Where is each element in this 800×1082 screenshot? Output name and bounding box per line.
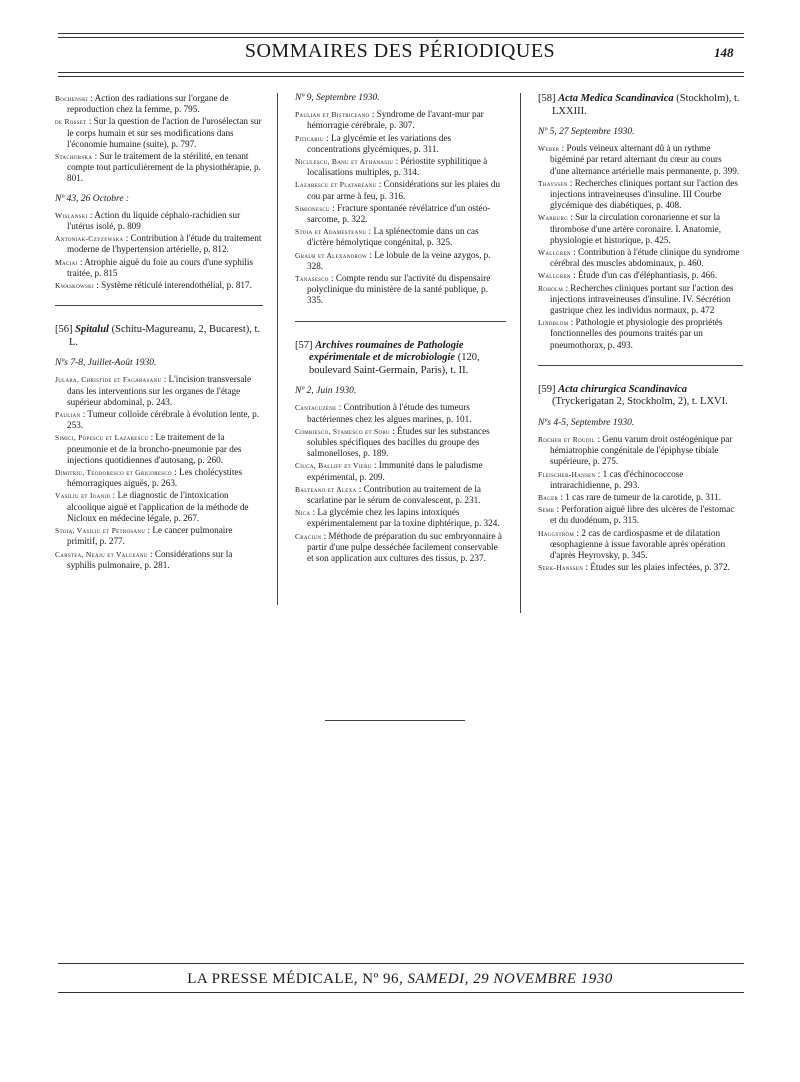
article-title: : Périostite syphilitique à localisations multiples, p. 314.: [307, 156, 488, 178]
article-entry: [55, 432, 263, 466]
journal-heading: [55, 324, 263, 349]
article-title: : L'incision transversale dans les interventions sur les organes de l'étage supérieur abdominal, p. 243.: [67, 374, 252, 407]
article-authors: Tanasesco: [295, 274, 329, 284]
article-title: : Contribution à l'étude du traitement moderne de l'hypertension artérielle, p. 812.: [67, 233, 262, 255]
article-title: : Tumeur colloïde cérébrale à évolution lente, p. 253.: [67, 409, 260, 431]
column-divider-1: [277, 93, 278, 605]
footer-rule-top: [58, 963, 744, 964]
article-authors: Carstea, Neaju et Valceanu: [55, 549, 148, 559]
journal-details: (120, boulevard Saint-Germain, Paris), t. II.: [309, 352, 480, 376]
article-authors: Dimitriu, Teodoresco et Grigoresco: [55, 468, 172, 478]
article-authors: Paulian: [55, 410, 81, 420]
article-title: : Genu varum droit ostéogénique par hémiatrophie congénitale de l'épiphyse tibiale supérieure, p. 275.: [550, 434, 733, 467]
article-authors: Graur et Alexandrow: [295, 250, 368, 260]
article-title: : Contribution à l'étude des tumeurs bactériennes chez les algues marines, p. 101.: [307, 402, 472, 424]
article-authors: Balteano et Alexa: [295, 484, 357, 494]
column-2: [295, 93, 506, 565]
article-title: : Atrophie aiguë du foie au cours d'une syphilis traitée, p. 815: [67, 256, 254, 278]
article-authors: Lindblom: [538, 318, 569, 328]
entry-list: [55, 93, 263, 185]
article-title: : Contribution à l'étude clinique du syndrome cérébral des muscles abdominaux, p. 460.: [550, 247, 740, 269]
article-authors: Bochenski: [55, 94, 88, 103]
article-entry: [295, 133, 506, 155]
article-authors: Lazarescu et Platareanu: [295, 180, 377, 190]
article-entry: [55, 257, 263, 279]
article-authors: de Rosset: [55, 117, 87, 127]
end-rule: [325, 720, 465, 721]
article-authors: Wallgren: [538, 248, 571, 258]
article-entry: [55, 151, 263, 185]
article-entry: [538, 247, 743, 269]
article-authors: Rocher et Roudil: [538, 435, 596, 445]
header-rule-bottom-2: [58, 76, 744, 77]
article-entry: [538, 504, 743, 526]
article-title: : Études sur les plaies infectées, p. 372.: [583, 562, 730, 573]
section-separator: [538, 365, 743, 366]
journal-title: Archives roumaines de Pathologie expérimentale et de microbiologie: [309, 339, 464, 364]
article-title: : La glycémie chez les lapins intoxiqués expérimentalement par la toxine diphtérique, p. 324.: [307, 507, 500, 529]
article-title: : Action des radiations sur l'organe de reproduction chez la femme, p. 795.: [67, 93, 229, 115]
article-entry: [538, 528, 743, 562]
entry-list: [538, 434, 743, 573]
article-title: : Action du liquide céphalo-rachidien sur l'utérus isolé, p. 809: [67, 209, 241, 232]
header-rule-bottom: [58, 72, 744, 73]
article-title: : 1 cas d'échinococcose intrarachidienne, p. 293.: [550, 468, 684, 490]
article-entry: [295, 226, 506, 248]
page-number: 148: [714, 45, 734, 60]
journal-details: (Tryckerigatan 2, Stockholm, 2), t. LXVI.: [552, 396, 728, 408]
article-entry: [55, 210, 263, 232]
article-authors: Wallgren: [538, 271, 571, 281]
article-authors: Semb: [538, 505, 555, 515]
issue-heading: Nº 2, Juin 1930.: [295, 386, 357, 397]
article-title: : Étude d'un cas d'éléphantiasis, p. 466.: [570, 270, 718, 281]
article-entry: [55, 549, 263, 571]
article-authors: Stachorska: [55, 152, 93, 162]
article-authors: Fleischer-Hansen: [538, 469, 596, 479]
article-entry: [295, 273, 506, 307]
article-title: : Les cholécystites hémorragiques aiguës, p. 263.: [67, 467, 243, 489]
article-authors: Bager: [538, 493, 559, 503]
article-authors: Ciuca, Balliff et Vieru: [295, 461, 372, 471]
article-authors: Haggström: [538, 528, 575, 538]
article-entry: [295, 484, 506, 506]
article-authors: Cantacuzène: [295, 403, 337, 413]
journal-heading: [538, 93, 743, 118]
article-title: : Syndrome de l'avant-mur par hémorragie cérébrale, p. 307.: [307, 109, 484, 131]
article-entry: [55, 409, 263, 431]
article-entry: [538, 317, 743, 351]
article-title: : Le traitement de la pneumonie et de la broncho-pneumonie par des injections quotidiennes d'autosang, p. 260.: [67, 432, 242, 465]
entry-list: [295, 109, 506, 306]
article-entry: [295, 203, 506, 225]
article-entry: [538, 562, 743, 573]
footer-rule-bottom: [58, 992, 744, 993]
article-entry: [295, 507, 506, 529]
journal-number: [57]: [295, 339, 313, 351]
header-rule-top-2: [58, 37, 744, 38]
article-entry: [538, 434, 743, 468]
article-title: : Pathologie et physiologie des propriétés fonctionnelles des poumons traités par un pneumothorax, p. 493.: [550, 317, 723, 350]
article-title: : Système réticulé interendothélial, p. 817.: [93, 280, 252, 291]
article-title: : Études sur les substances solubles spécifiques des bacilles du groupe des salmonelloses, p. 189.: [307, 425, 490, 459]
journal-title: Spitalul: [75, 324, 109, 336]
footer-date: SAMEDI, 29 NOVEMBRE 1930: [407, 971, 613, 987]
article-entry: [295, 460, 506, 482]
entry-list: [295, 402, 506, 564]
journal-title: Acta chirurgica Scandinavica: [558, 383, 688, 395]
article-title: : La splénectomie dans un cas d'ictère hémolytique congénital, p. 325.: [307, 226, 479, 248]
article-entry: [55, 116, 263, 150]
column-3: [538, 93, 743, 575]
article-entry: [55, 233, 263, 255]
journal-details: (Stockholm), t. LXXIII.: [552, 93, 740, 117]
article-entry: [538, 270, 743, 281]
article-title: : Le lobule de la veine azygos, p. 328.: [307, 249, 491, 271]
article-entry: [538, 212, 743, 246]
article-authors: Nica: [295, 508, 311, 518]
article-authors: Paulian et Bistriceano: [295, 110, 370, 120]
entry-list: [538, 143, 743, 351]
article-authors: Weber: [538, 144, 560, 154]
journal-details: (Schitu-Magureanu, 2, Bucarest), t. L.: [69, 324, 261, 348]
issue-heading: Nº 9, Septembre 1930.: [295, 93, 380, 103]
article-authors: Simici, Popescu et Lazarescu: [55, 433, 149, 443]
column-1: [55, 93, 263, 572]
article-entry: [538, 178, 743, 212]
article-authors: Combiesco, Stamesco et Soru: [295, 426, 390, 436]
article-title: : Compte rendu sur l'activité du dispensaire polyclinique du ministère de la santé publique, p. 335.: [307, 273, 491, 306]
article-title: : Immunité dans le paludisme expérimental, p. 209.: [307, 460, 483, 482]
article-title: : Sur la question de l'action de l'urosélectan sur le corps humain et sur ses modifications dans l'économie humaine (suite), p. 797.: [67, 116, 262, 149]
journal-number: [56]: [55, 324, 73, 336]
article-title: : La glycémie et les variations des concentrations glycémiques, p. 311.: [307, 132, 452, 154]
article-title: : Pouls veineux alternant dû à un rythme bigéminé par retard alternant du cœur au cours d'une alternance artérielle mais permanente, p. 399.: [550, 143, 740, 176]
article-entry: [295, 109, 506, 131]
footer-journal: LA PRESSE MÉDICALE, Nº 96,: [187, 971, 404, 987]
article-entry: [295, 156, 506, 178]
column-divider-2: [520, 93, 521, 613]
article-title: : Méthode de préparation du suc embryonnaire à partir d'une pulpe desséchée facilement conservable et son application aux cultures des tissus, p. 237.: [307, 530, 502, 563]
article-authors: Kwaskowski: [55, 281, 94, 291]
section-separator: [295, 321, 506, 322]
article-title: : 1 cas rare de tumeur de la carotide, p. 311.: [558, 492, 722, 503]
page-footer: [0, 971, 800, 988]
article-entry: [295, 426, 506, 460]
article-authors: Stoia, Vasiliu et Petrosanu: [55, 526, 146, 536]
entry-list: [55, 210, 263, 291]
article-authors: Craciun: [295, 531, 322, 541]
journal-number: [59]: [538, 383, 556, 395]
article-entry: [55, 525, 263, 547]
article-authors: Serk-Hanssen: [538, 563, 584, 573]
article-title: : Sur le traitement de la stérilité, en tenant compte tout particulièrement de la physiothérapie, p. 801.: [67, 151, 261, 184]
issue-heading: Nº 43, 26 Octobre :: [55, 193, 130, 204]
article-entry: [55, 280, 263, 291]
article-entry: [55, 93, 263, 115]
article-authors: Vasiliu et Ioanid: [55, 491, 111, 501]
article-title: : Fracture spontanée révélatrice d'un ostéo-sarcome, p. 322.: [307, 202, 491, 225]
article-title: : Le cancer pulmonaire primitif, p. 277.: [67, 525, 233, 547]
article-title: : Perforation aiguë libre des ulcères de l'estomac et du duodénum, p. 315.: [550, 504, 735, 526]
article-authors: Antoniak-Czyzewska: [55, 234, 124, 244]
article-authors: Warburg: [538, 213, 569, 223]
article-title: : Recherches cliniques portant sur l'action des injections intraveineuses d'insuline. III Courbe glycémique des diabétiques, p. 408.: [550, 177, 738, 211]
article-authors: Maciaj: [55, 257, 78, 267]
article-entry: [295, 250, 506, 272]
entry-list: [55, 374, 263, 570]
page-title: SOMMAIRES DES PÉRIODIQUES: [244, 40, 556, 62]
article-entry: [295, 531, 506, 565]
issue-heading: Nºs 7-8, Juillet-Août 1930.: [55, 358, 157, 369]
article-authors: Niculescu, Banu et Athanasiu: [295, 157, 394, 167]
header-rule-top: [58, 33, 744, 34]
article-title: : Recherches cliniques portant sur l'action des injections intraveineuses d'insuline. IV. Sécrétion gastrique chez les individus normaux, p. 472: [550, 282, 734, 316]
section-separator: [55, 305, 263, 306]
article-entry: [538, 469, 743, 491]
issue-heading: Nºs 4-5, Septembre 1930.: [538, 417, 635, 428]
issue-heading: Nº 5, 27 Septembre 1930.: [538, 127, 635, 137]
article-authors: Stoia et Adamesteanu: [295, 227, 367, 237]
article-entry: [295, 179, 506, 201]
journal-number: [58]: [538, 93, 556, 104]
article-entry: [538, 143, 743, 177]
article-title: : Contribution au traitement de la scarlatine par le sérum de convalescent, p. 231.: [307, 483, 481, 505]
article-entry: [538, 283, 743, 317]
journal-title: Acta Medica Scandinavica: [558, 93, 674, 104]
article-title: : 2 cas de cardiospasme et de dilatation œsophagienne à issue favorable après opération d'après Heyrovsky, p. 345.: [550, 527, 726, 561]
article-authors: Wislanski: [55, 210, 88, 220]
journal-heading: [295, 340, 506, 378]
article-authors: Julara, Christide et Fagarasanu: [55, 375, 162, 385]
article-entry: [55, 374, 263, 408]
article-title: : Le diagnostic de l'intoxication alcoolique aiguë et l'application de la méthode de Nicloux en médecine légale, p. 267.: [67, 490, 249, 523]
article-title: : Considérations sur les plaies du cou par arme à feu, p. 316.: [307, 179, 501, 201]
article-title: : Sur la circulation coronarienne et sur la thrombose d'une artère coronaire. I. Anatomie, physiologie et historique, p. 425.: [550, 212, 722, 245]
article-entry: [55, 467, 263, 489]
journal-heading: [538, 384, 743, 409]
article-authors: Roholm: [538, 283, 564, 293]
article-entry: [55, 490, 263, 524]
article-authors: Thayssen: [538, 178, 568, 188]
article-authors: Piticariu: [295, 133, 324, 143]
article-entry: [538, 492, 743, 503]
article-entry: [295, 402, 506, 424]
article-title: : Considérations sur la syphilis pulmonaire, p. 281.: [67, 548, 233, 570]
article-authors: Simionescu: [295, 203, 330, 213]
